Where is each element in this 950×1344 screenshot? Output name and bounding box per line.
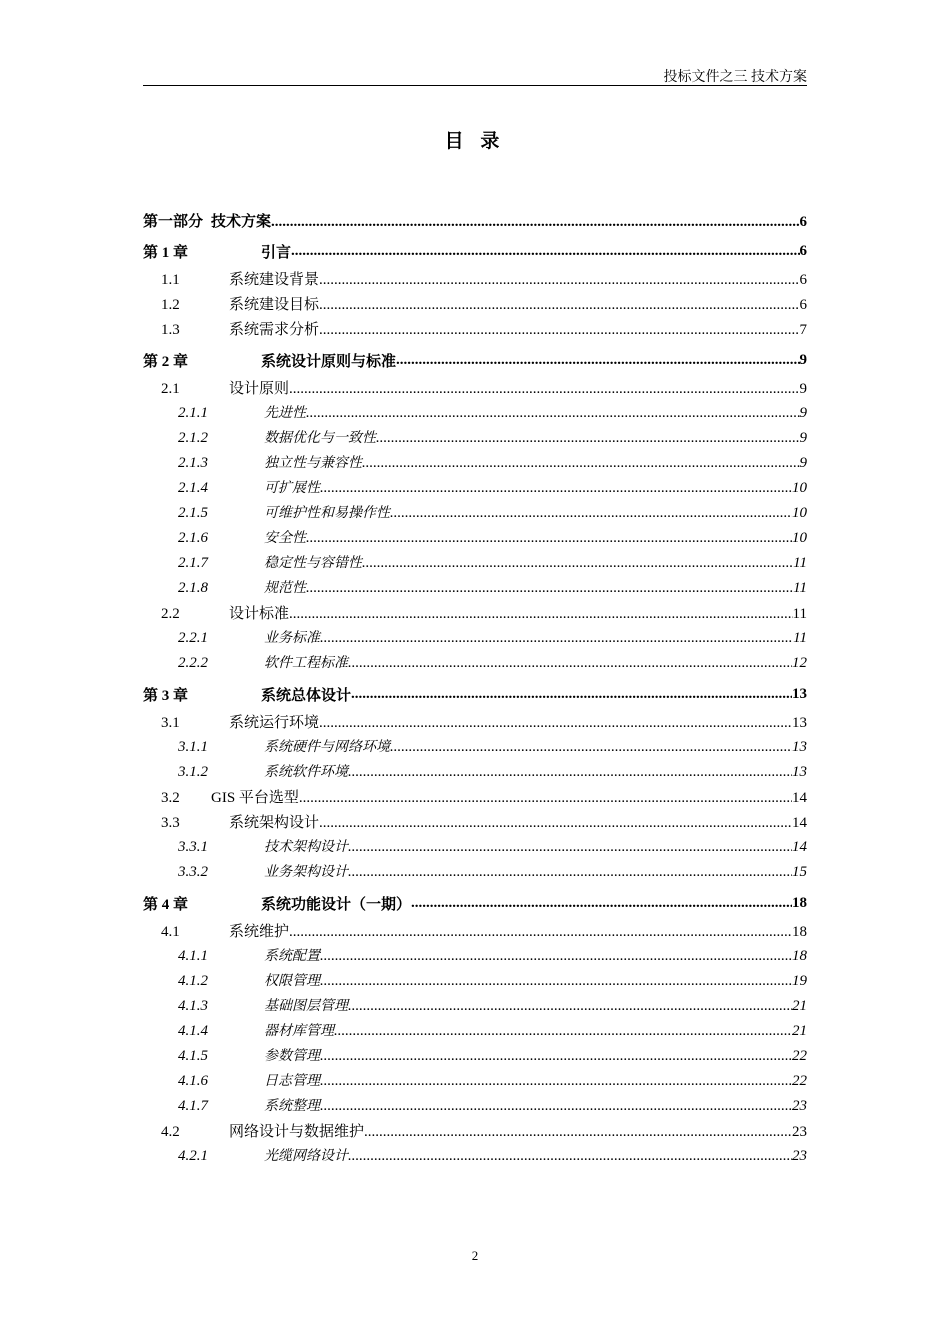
toc-entry-title: 规范性 bbox=[264, 580, 306, 596]
toc-entry-page: 13 bbox=[792, 739, 807, 755]
toc-entry-number: 2.2.1 bbox=[178, 630, 208, 646]
toc-entry-number: 2.1.4 bbox=[178, 480, 208, 496]
header-rule bbox=[143, 85, 807, 86]
toc-entry-title: 系统整理 bbox=[264, 1098, 320, 1114]
toc-entry[interactable] bbox=[143, 920, 807, 945]
toc-entry-page: 21 bbox=[792, 1023, 807, 1039]
toc-entry-page: 10 bbox=[792, 530, 807, 546]
toc-entry-page: 7 bbox=[799, 322, 807, 338]
toc-entry[interactable] bbox=[143, 786, 807, 811]
toc-leader-dots bbox=[291, 243, 799, 260]
toc-entry-title: 业务标准 bbox=[264, 630, 320, 646]
toc-entry-page: 6 bbox=[799, 297, 807, 313]
toc-entry-title: 系统功能设计（一期） bbox=[261, 896, 412, 913]
toc-entry-title: 业务架构设计 bbox=[264, 864, 348, 880]
toc-entry[interactable] bbox=[143, 811, 807, 836]
toc-entry-title: 引言 bbox=[261, 244, 292, 261]
toc-leader-dots bbox=[396, 352, 799, 369]
toc-entry[interactable] bbox=[143, 427, 807, 452]
toc-entry[interactable] bbox=[143, 377, 807, 402]
toc-entry[interactable] bbox=[143, 886, 807, 920]
toc-entry-number: 4.1.1 bbox=[178, 948, 208, 964]
toc-entry[interactable] bbox=[143, 527, 807, 552]
toc-entry-title: 系统软件环境 bbox=[264, 764, 348, 780]
toc-leader-dots bbox=[362, 455, 800, 472]
toc-entry[interactable] bbox=[143, 836, 807, 861]
toc-entry-title: 基础图层管理 bbox=[264, 998, 348, 1014]
toc-entry-number: 4.1.4 bbox=[178, 1023, 208, 1039]
toc-entry-number: 4.1.3 bbox=[178, 998, 208, 1014]
toc-entry-page: 6 bbox=[799, 242, 807, 259]
toc-entry-page: 15 bbox=[792, 864, 807, 880]
toc-leader-dots bbox=[348, 864, 792, 881]
toc-entry[interactable] bbox=[143, 1145, 807, 1170]
toc-entry-page: 11 bbox=[793, 580, 807, 596]
page-header: 投标文件之三 技术方案 bbox=[663, 70, 807, 85]
toc-leader-dots bbox=[376, 430, 800, 447]
toc-leader-dots bbox=[364, 1124, 792, 1141]
toc-entry-title: 光缆网络设计 bbox=[264, 1148, 348, 1164]
toc-entry[interactable] bbox=[143, 502, 807, 527]
toc-entry-title: 可扩展性 bbox=[264, 480, 320, 496]
toc-entry-page: 14 bbox=[792, 839, 807, 855]
toc-entry-number: 第 2 章 bbox=[143, 353, 189, 370]
toc-entry[interactable] bbox=[143, 318, 807, 343]
toc-entry-number: 4.1 bbox=[161, 924, 180, 940]
toc-leader-dots bbox=[289, 381, 799, 398]
toc-entry-page: 23 bbox=[792, 1148, 807, 1164]
toc-leader-dots bbox=[390, 505, 792, 522]
toc-entry[interactable] bbox=[143, 552, 807, 577]
toc-entry-page: 10 bbox=[792, 480, 807, 496]
toc-entry-title: 系统维护 bbox=[229, 924, 290, 940]
toc-entry[interactable] bbox=[143, 1070, 807, 1095]
toc-title: 目 录 bbox=[444, 131, 506, 152]
toc-entry-title: GIS 平台选型 bbox=[211, 790, 299, 806]
toc-entry[interactable] bbox=[143, 1120, 807, 1145]
toc-leader-dots bbox=[348, 1148, 792, 1165]
toc-entry[interactable] bbox=[143, 268, 807, 293]
toc-leader-dots bbox=[319, 815, 792, 832]
toc-entry-title: 网络设计与数据维护 bbox=[229, 1124, 365, 1140]
toc-entry-page: 23 bbox=[792, 1124, 807, 1140]
toc-leader-dots bbox=[320, 480, 792, 497]
toc-entry[interactable] bbox=[143, 736, 807, 761]
toc-entry-page: 18 bbox=[792, 924, 807, 940]
toc-entry-page: 13 bbox=[792, 715, 807, 731]
toc-entry-page: 9 bbox=[799, 455, 807, 471]
toc-leader-dots bbox=[348, 655, 792, 672]
toc-entry[interactable] bbox=[143, 477, 807, 502]
toc-entry-page: 9 bbox=[799, 381, 807, 397]
toc-entry-number: 3.1.2 bbox=[178, 764, 208, 780]
toc-entry-number: 第 1 章 bbox=[143, 244, 189, 261]
toc-entry-number: 3.1 bbox=[161, 715, 180, 731]
toc-leader-dots bbox=[271, 214, 799, 231]
toc-entry[interactable] bbox=[143, 995, 807, 1020]
toc-entry-title: 数据优化与一致性 bbox=[264, 430, 376, 446]
toc-entry-number: 4.1.7 bbox=[178, 1098, 208, 1114]
toc-entry-title: 系统建设目标 bbox=[229, 297, 320, 313]
toc-entry-title: 系统硬件与网络环境 bbox=[264, 739, 390, 755]
toc-entry-number: 4.1.6 bbox=[178, 1073, 208, 1089]
toc-entry-number: 2.1.3 bbox=[178, 455, 208, 471]
toc-entry-number: 3.3.1 bbox=[178, 839, 208, 855]
toc-leader-dots bbox=[306, 405, 800, 422]
toc-leader-dots bbox=[362, 555, 793, 572]
toc-leader-dots bbox=[306, 530, 792, 547]
toc-entry[interactable] bbox=[143, 970, 807, 995]
table-of-contents bbox=[143, 210, 807, 1170]
toc-leader-dots bbox=[299, 790, 792, 807]
toc-entry[interactable] bbox=[143, 652, 807, 677]
toc-leader-dots bbox=[320, 948, 792, 965]
toc-entry-title: 设计标准 bbox=[229, 606, 290, 622]
toc-entry[interactable] bbox=[143, 1045, 807, 1070]
toc-entry[interactable] bbox=[143, 711, 807, 736]
toc-entry-page: 23 bbox=[792, 1098, 807, 1114]
toc-entry-title: 系统架构设计 bbox=[229, 815, 320, 831]
toc-entry[interactable] bbox=[143, 761, 807, 786]
toc-entry-number: 1.3 bbox=[161, 322, 180, 338]
toc-entry-number: 4.1.5 bbox=[178, 1048, 208, 1064]
toc-entry-number: 3.3.2 bbox=[178, 864, 208, 880]
toc-entry-title: 软件工程标准 bbox=[264, 655, 348, 671]
toc-entry-title: 系统总体设计 bbox=[261, 687, 352, 704]
toc-entry-title: 安全性 bbox=[264, 530, 306, 546]
toc-leader-dots bbox=[348, 764, 792, 781]
toc-leader-dots bbox=[289, 924, 792, 941]
toc-entry-number: 3.2 bbox=[161, 790, 180, 806]
toc-entry-number: 2.2.2 bbox=[178, 655, 208, 671]
toc-entry[interactable] bbox=[143, 1020, 807, 1045]
toc-entry-page: 11 bbox=[793, 555, 807, 571]
toc-entry[interactable] bbox=[143, 210, 807, 234]
toc-entry-title: 设计原则 bbox=[229, 381, 290, 397]
toc-leader-dots bbox=[411, 895, 792, 912]
toc-entry[interactable] bbox=[143, 677, 807, 711]
toc-leader-dots bbox=[319, 272, 799, 289]
toc-entry-page: 9 bbox=[799, 405, 807, 421]
toc-leader-dots bbox=[320, 630, 793, 647]
toc-entry[interactable] bbox=[143, 234, 807, 268]
toc-entry-title: 参数管理 bbox=[264, 1048, 320, 1064]
toc-entry-page: 13 bbox=[792, 685, 807, 702]
toc-entry-page: 14 bbox=[792, 790, 807, 806]
toc-entry-title: 系统运行环境 bbox=[229, 715, 320, 731]
toc-entry-title: 技术方案 bbox=[211, 214, 272, 230]
toc-entry-page: 13 bbox=[792, 764, 807, 780]
toc-entry-title: 系统需求分析 bbox=[229, 322, 320, 338]
toc-entry[interactable] bbox=[143, 577, 807, 602]
toc-leader-dots bbox=[334, 1023, 792, 1040]
toc-entry-title: 可维护性和易操作性 bbox=[264, 505, 390, 521]
toc-leader-dots bbox=[320, 1098, 792, 1115]
toc-entry-number: 3.1.1 bbox=[178, 739, 208, 755]
toc-entry-number: 3.3 bbox=[161, 815, 180, 831]
toc-entry-number: 2.2 bbox=[161, 606, 180, 622]
toc-entry-number: 2.1.1 bbox=[178, 405, 208, 421]
toc-entry-page: 6 bbox=[799, 272, 807, 288]
toc-entry[interactable] bbox=[143, 1095, 807, 1120]
toc-entry-page: 10 bbox=[792, 505, 807, 521]
toc-entry-number: 1.2 bbox=[161, 297, 180, 313]
toc-leader-dots bbox=[319, 297, 799, 314]
toc-entry-number: 2.1.7 bbox=[178, 555, 208, 571]
toc-leader-dots bbox=[289, 606, 793, 623]
toc-entry-title: 日志管理 bbox=[264, 1073, 320, 1089]
toc-entry-page: 18 bbox=[792, 894, 807, 911]
toc-leader-dots bbox=[348, 998, 792, 1015]
toc-entry-page: 11 bbox=[792, 606, 807, 622]
toc-entry[interactable] bbox=[143, 945, 807, 970]
toc-entry-title: 器材库管理 bbox=[264, 1023, 334, 1039]
toc-entry[interactable] bbox=[143, 861, 807, 886]
toc-entry-page: 9 bbox=[799, 351, 807, 368]
toc-entry-number: 2.1.2 bbox=[178, 430, 208, 446]
toc-entry[interactable] bbox=[143, 627, 807, 652]
toc-entry-page: 22 bbox=[792, 1048, 807, 1064]
toc-leader-dots bbox=[351, 686, 792, 703]
toc-leader-dots bbox=[320, 1073, 792, 1090]
toc-entry[interactable] bbox=[143, 343, 807, 377]
toc-entry[interactable] bbox=[143, 452, 807, 477]
toc-entry-title: 系统建设背景 bbox=[229, 272, 320, 288]
toc-entry-page: 22 bbox=[792, 1073, 807, 1089]
toc-entry-number: 1.1 bbox=[161, 272, 180, 288]
toc-entry-number: 第一部分 bbox=[143, 214, 204, 230]
toc-entry-page: 6 bbox=[799, 214, 807, 230]
toc-entry-number: 2.1 bbox=[161, 381, 180, 397]
toc-entry-page: 12 bbox=[792, 655, 807, 671]
toc-entry-number: 2.1.6 bbox=[178, 530, 208, 546]
toc-entry-number: 4.2 bbox=[161, 1124, 180, 1140]
toc-leader-dots bbox=[319, 322, 799, 339]
toc-entry-page: 9 bbox=[799, 430, 807, 446]
toc-entry-title: 技术架构设计 bbox=[264, 839, 348, 855]
toc-entry[interactable] bbox=[143, 402, 807, 427]
toc-entry-number: 第 3 章 bbox=[143, 687, 189, 704]
toc-entry-title: 稳定性与容错性 bbox=[264, 555, 362, 571]
page-number: 2 bbox=[471, 1248, 479, 1263]
toc-entry-title: 权限管理 bbox=[264, 973, 320, 989]
toc-entry-number: 2.1.5 bbox=[178, 505, 208, 521]
toc-entry[interactable] bbox=[143, 602, 807, 627]
toc-leader-dots bbox=[306, 580, 793, 597]
toc-entry-page: 21 bbox=[792, 998, 807, 1014]
toc-entry-page: 11 bbox=[793, 630, 807, 646]
toc-leader-dots bbox=[319, 715, 792, 732]
toc-leader-dots bbox=[320, 1048, 792, 1065]
toc-entry-number: 4.2.1 bbox=[178, 1148, 208, 1164]
toc-entry-number: 第 4 章 bbox=[143, 896, 189, 913]
toc-entry[interactable] bbox=[143, 293, 807, 318]
toc-entry-title: 系统设计原则与标准 bbox=[261, 353, 397, 370]
toc-entry-page: 19 bbox=[792, 973, 807, 989]
toc-entry-page: 18 bbox=[792, 948, 807, 964]
toc-entry-title: 系统配置 bbox=[264, 948, 320, 964]
toc-leader-dots bbox=[348, 839, 792, 856]
toc-entry-number: 2.1.8 bbox=[178, 580, 208, 596]
toc-leader-dots bbox=[320, 973, 792, 990]
toc-entry-title: 先进性 bbox=[264, 405, 306, 421]
toc-leader-dots bbox=[390, 739, 792, 756]
toc-entry-title: 独立性与兼容性 bbox=[264, 455, 362, 471]
toc-entry-number: 4.1.2 bbox=[178, 973, 208, 989]
toc-entry-page: 14 bbox=[792, 815, 807, 831]
